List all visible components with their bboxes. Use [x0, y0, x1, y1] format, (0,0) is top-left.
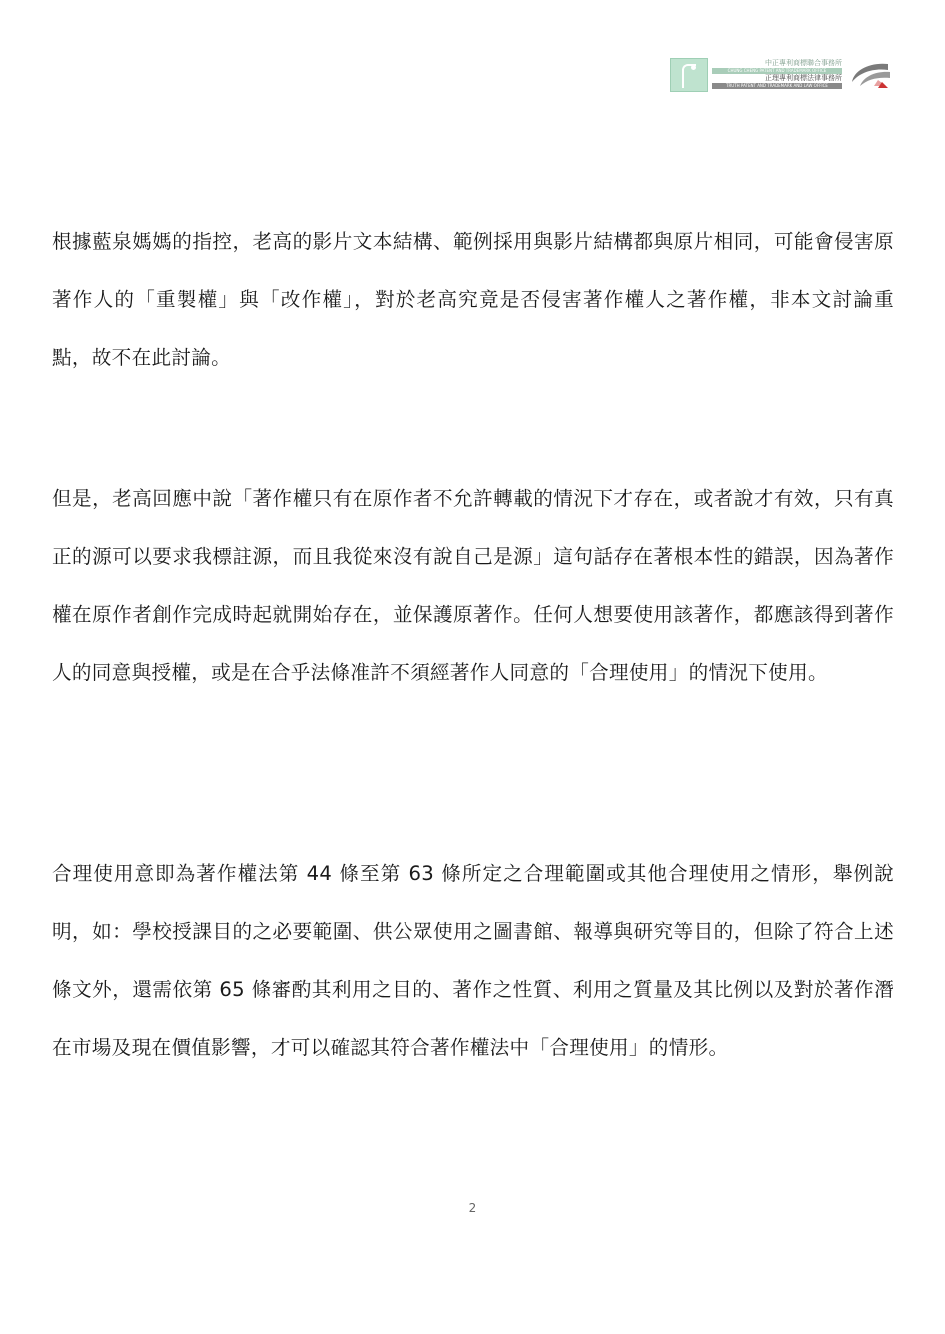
logo-firm-name-cn-top: 中正專利商標聯合事務所	[765, 59, 842, 67]
logo-swoosh-icon	[848, 60, 892, 90]
paragraph: 但是，老高回應中說「著作權只有在原作者不允許轉載的情況下才存在，或者說才有效，只有真正的源可以要求我標註源，而且我從來沒有說自己是源」這句話存在著根本性的錯誤，因為著作權在原作者創作完成時起就開始存在，並保護原著作。任何人想要使用該著作，都應該得到著作人的同意與授權，或是在合乎法條准許不須經著作人同意的「合理使用」的情況下使用。	[52, 487, 894, 684]
logo-firm-name-en-bottom: TRUTH PATENT AND TRADEMARK AND LAW OFFICE	[712, 83, 842, 89]
logo-emblem-icon	[670, 58, 708, 92]
firm-logo	[670, 58, 892, 92]
paragraph: 合理使用意即為著作權法第 44 條至第 63 條所定之合理範圍或其他合理使用之情形，舉例說明，如：學校授課目的之必要範圍、供公眾使用之圖書館、報導與研究等目的，但除了符合上述條文外，還需依第 65 條審酌其利用之目的、著作之性質、利用之質量及其比例以及對於著作潛在市場及現在價值影響，才可以確認其符合著作權法中「合理使用」的情形。	[52, 862, 894, 1059]
logo-firm-name-en-top: CHUNG CHENG PATENT AND TRADEMARK OFFICE	[712, 68, 842, 74]
logo-firm-name-cn-bottom: 正理專利商標法律事務所	[765, 74, 842, 82]
page-number: 2	[468, 1201, 477, 1215]
paragraph: 根據藍泉媽媽的指控，老高的影片文本結構、範例採用與影片結構都與原片相同，可能會侵害原著作人的「重製權」與「改作權」，對於老高究竟是否侵害著作權人之著作權，非本文討論重點，故不在此討論。	[52, 230, 894, 369]
